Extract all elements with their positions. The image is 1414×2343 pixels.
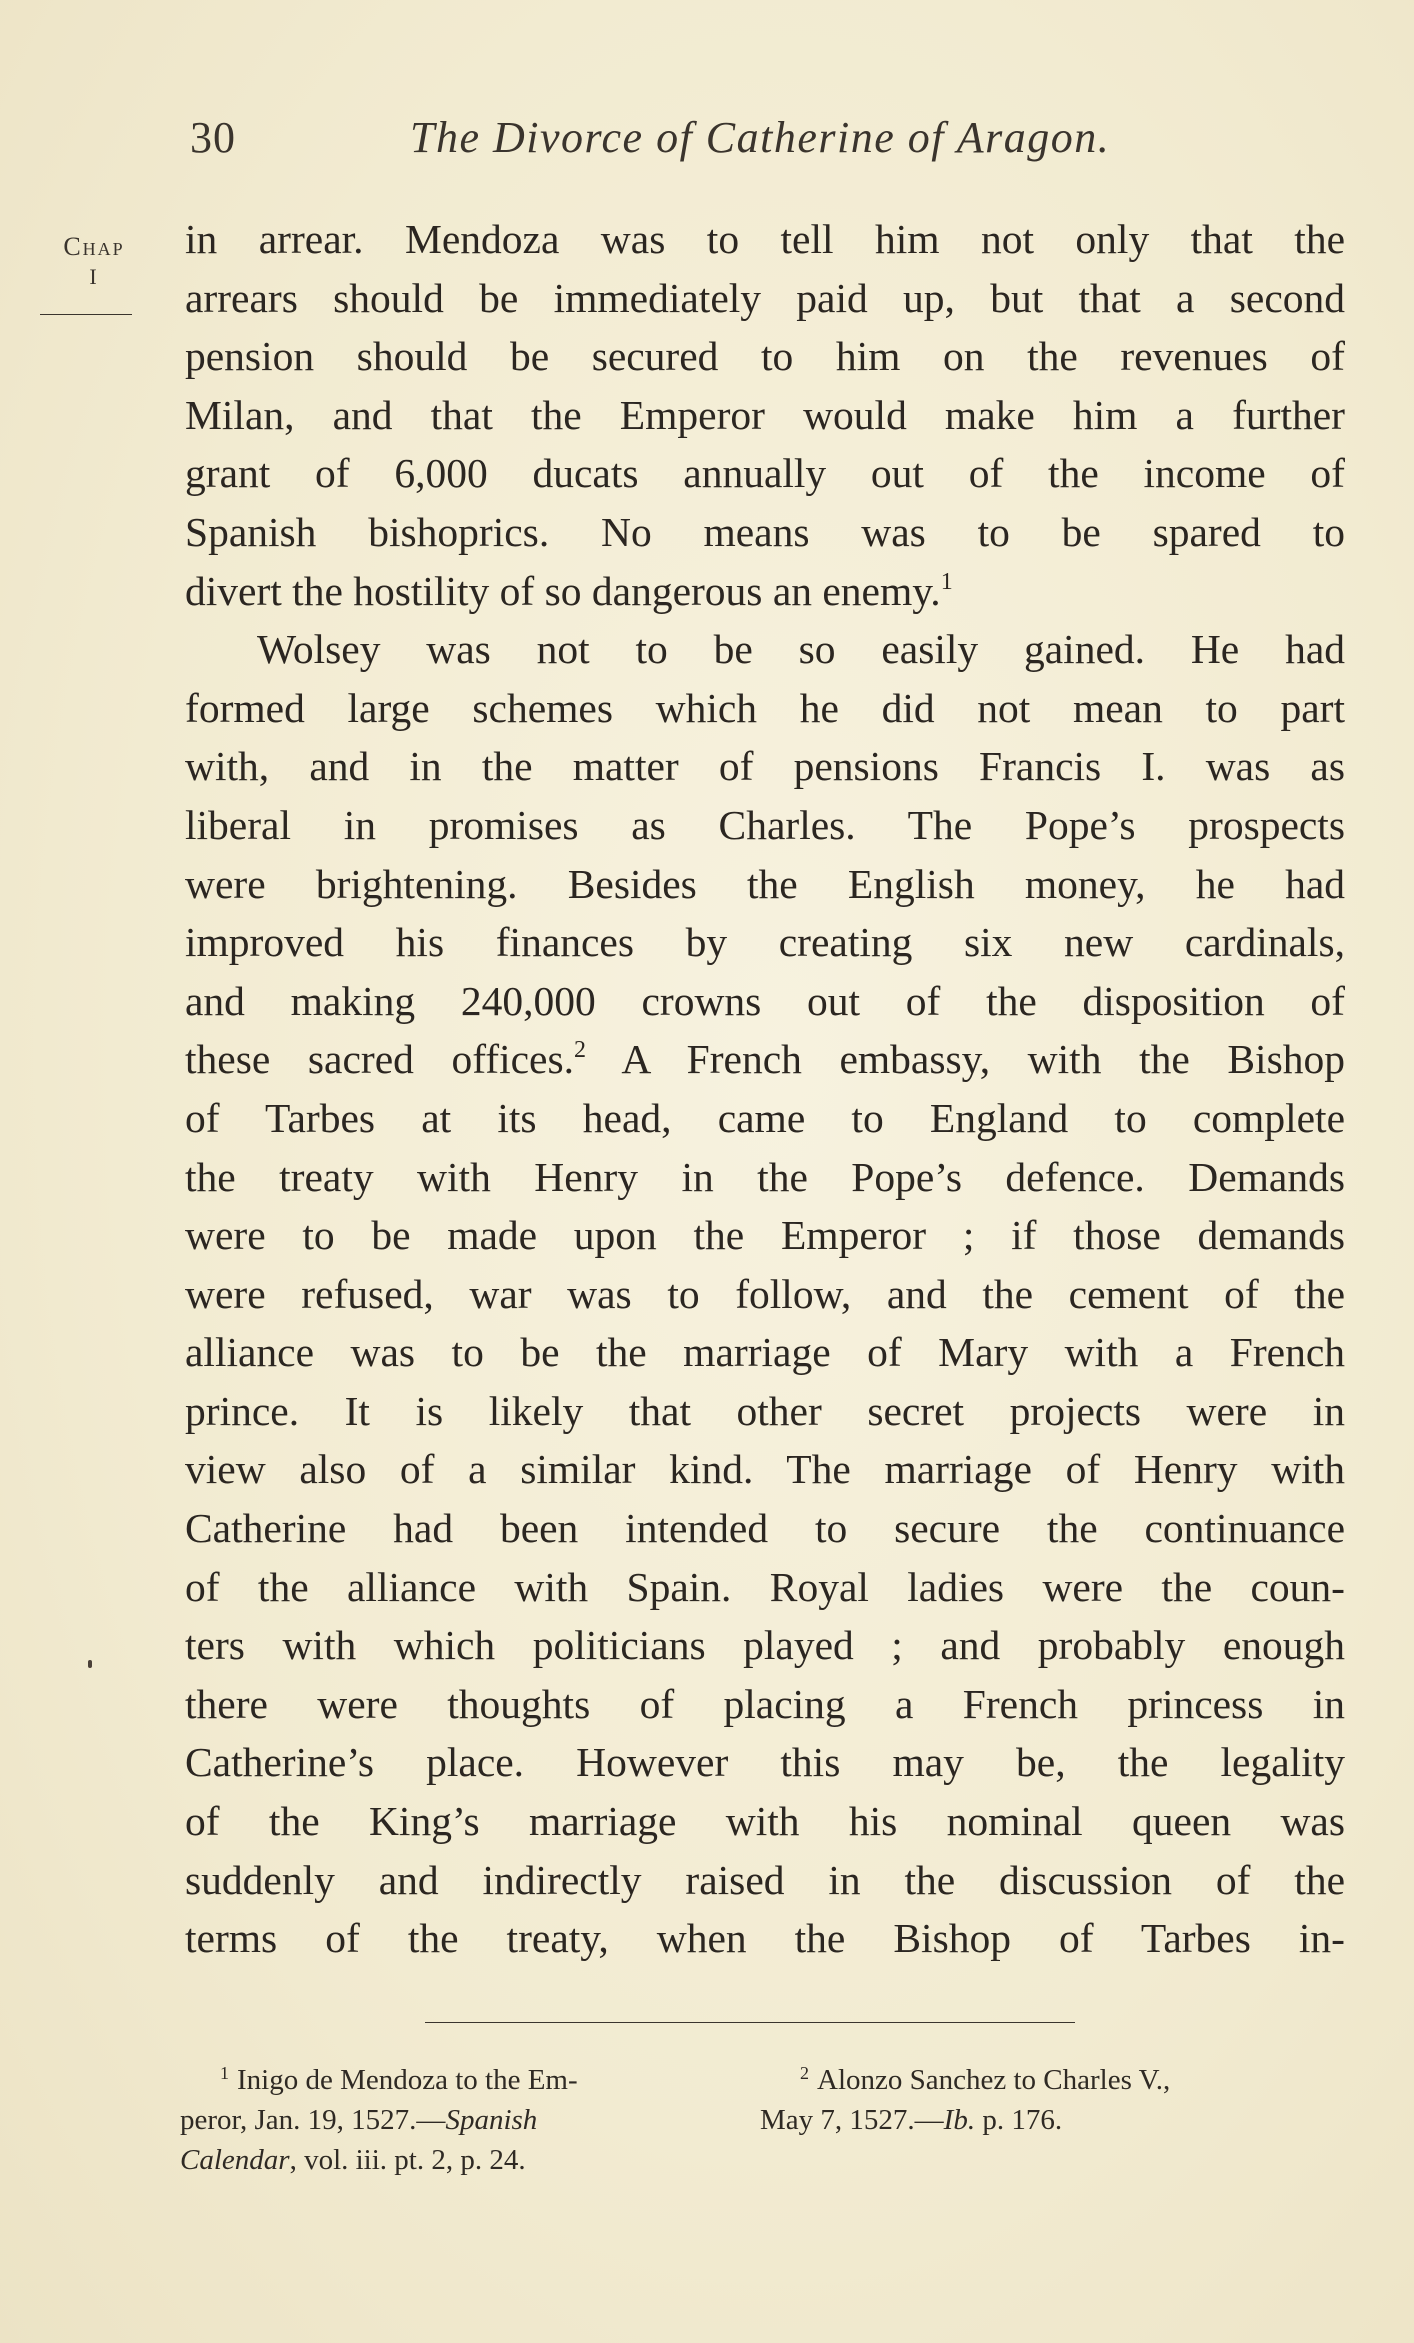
footnote-text: May 7, 1527.— xyxy=(760,2104,944,2136)
page-number: 30 xyxy=(190,113,236,162)
text-line: arrears should be immediately paid up, but that a second xyxy=(185,274,1345,321)
footnote-text: , vol. iii. pt. 2, p. 24. xyxy=(289,2144,526,2176)
footnote-text: Alonzo Sanchez to Charles V., xyxy=(817,2064,1171,2096)
text-line: of the King’s marriage with his nominal queen was xyxy=(185,1798,1345,1845)
text-line: of the alliance with Spain. Royal ladies were the coun- xyxy=(185,1563,1345,1610)
footnote-2 xyxy=(760,2060,1350,2140)
print-speck xyxy=(88,1660,92,1668)
footnote-line xyxy=(180,2100,740,2140)
text-line: and making 240,000 crowns out of the disposition of xyxy=(185,977,1345,1024)
text-line: liberal in promises as Charles. The Pope’s prospects xyxy=(185,801,1345,848)
chapter-number: I xyxy=(89,264,99,289)
footnote-1 xyxy=(180,2060,740,2180)
text-line: Milan, and that the Emperor would make him a further xyxy=(185,391,1345,438)
text-line xyxy=(185,1030,1345,1089)
text-line: there were thoughts of placing a French princess in xyxy=(185,1680,1345,1727)
text-line: Catherine’s place. However this may be, the legality xyxy=(185,1739,1345,1786)
text-line: alliance was to be the marriage of Mary with a French xyxy=(185,1329,1345,1376)
footnote-line xyxy=(180,2140,740,2180)
text-line: terms of the treaty, when the Bishop of Tarbes in- xyxy=(185,1915,1345,1962)
text-line: Catherine had been intended to secure the continuance xyxy=(185,1505,1345,1552)
text-line: Spanish bishoprics. No means was to be spared to xyxy=(185,508,1345,555)
text-line: were brightening. Besides the English money, he had xyxy=(185,860,1345,907)
footnote-mark: 2 xyxy=(800,2063,809,2083)
text-line: pension should be secured to him on the revenues of xyxy=(185,333,1345,380)
footnote-ref-1: 1 xyxy=(940,568,953,595)
text-line: Wolsey was not to be so easily gained. He had xyxy=(257,626,1345,673)
chapter-label: Chap xyxy=(63,232,125,261)
footnote-line xyxy=(760,2100,1350,2140)
text-line: prince. It is likely that other secret projects were in xyxy=(185,1387,1345,1434)
text-line: ters with which politicians played ; and probably enough xyxy=(185,1622,1345,1669)
chapter-margin-note xyxy=(48,232,140,292)
text-line: the treaty with Henry in the Pope’s defence. Demands xyxy=(185,1153,1345,1200)
footnote-line xyxy=(760,2060,1350,2100)
text-line: were refused, war was to follow, and the cement of the xyxy=(185,1270,1345,1317)
text-line-content: A French embassy, with the Bishop xyxy=(586,1036,1345,1083)
footnote-rule xyxy=(425,2022,1075,2023)
text-line-content: divert the hostility of so dangerous an enemy. xyxy=(185,567,941,614)
footnote-source: Ib. xyxy=(943,2104,976,2136)
chapter-margin-rule xyxy=(40,314,132,315)
running-title: The Divorce of Catherine of Aragon. xyxy=(410,113,1111,162)
text-line: improved his finances by creating six new cardinals, xyxy=(185,919,1345,966)
footnote-line xyxy=(180,2060,740,2100)
footnote-ref-2: 2 xyxy=(574,1037,587,1064)
text-line: formed large schemes which he did not mean to part xyxy=(185,684,1345,731)
text-line-content: these sacred offices. xyxy=(185,1036,575,1083)
body-text xyxy=(185,210,1345,1968)
running-head xyxy=(0,112,1414,172)
footnote-text: Inigo de Mendoza to the Em- xyxy=(237,2064,578,2096)
footnote-text: p. 176. xyxy=(975,2104,1063,2136)
text-line: view also of a similar kind. The marriage of Henry with xyxy=(185,1446,1345,1493)
text-line xyxy=(185,562,1345,621)
footnote-source: Calendar xyxy=(180,2144,290,2176)
footnote-source: Spanish xyxy=(445,2104,538,2136)
text-line: of Tarbes at its head, came to England to complete xyxy=(185,1094,1345,1141)
text-line: were to be made upon the Emperor ; if those demands xyxy=(185,1212,1345,1259)
footnote-mark: 1 xyxy=(220,2063,229,2083)
text-line: suddenly and indirectly raised in the discussion of the xyxy=(185,1856,1345,1903)
text-line: in arrear. Mendoza was to tell him not only that the xyxy=(185,216,1345,262)
footnote-text: peror, Jan. 19, 1527.— xyxy=(180,2104,446,2136)
text-line: with, and in the matter of pensions Francis I. was as xyxy=(185,743,1345,790)
text-line: grant of 6,000 ducats annually out of the income of xyxy=(185,450,1345,497)
